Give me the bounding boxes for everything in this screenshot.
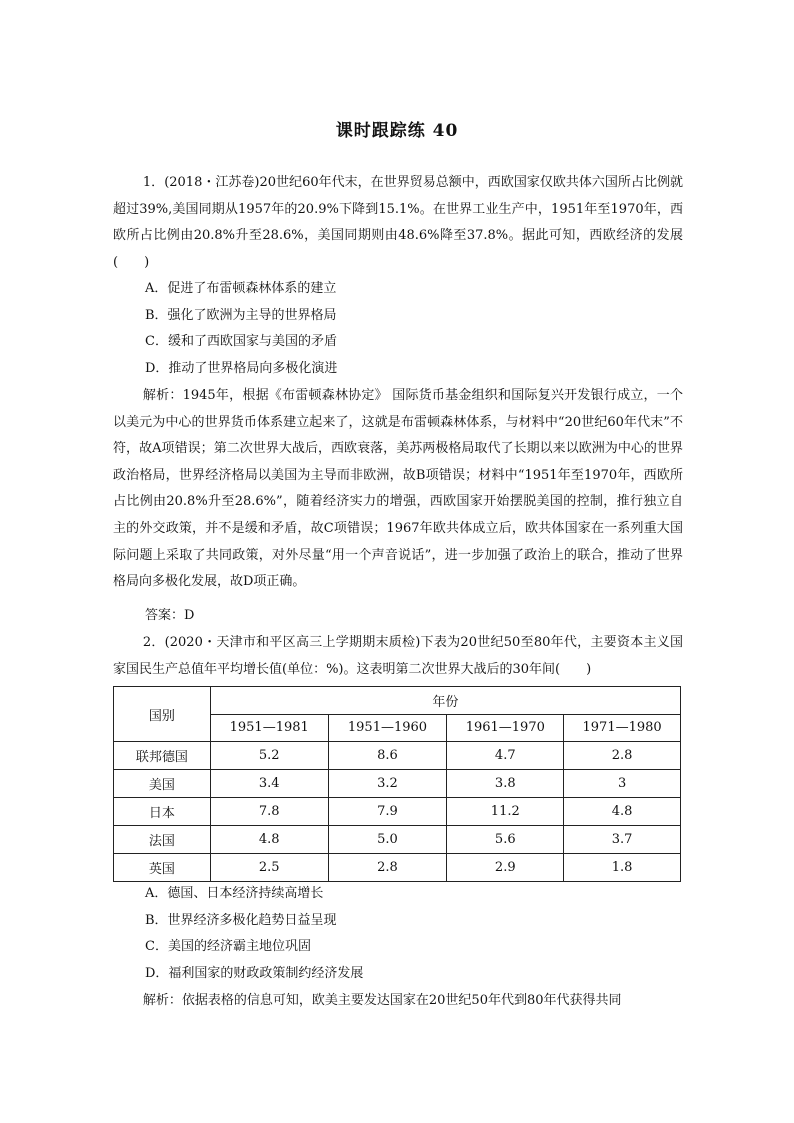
header-period: 1971—1980 — [564, 714, 681, 742]
table-cell: 3.4 — [210, 770, 328, 798]
header-country: 国别 — [114, 687, 211, 742]
table-cell: 4.8 — [564, 798, 681, 826]
table-cell: 7.8 — [210, 798, 328, 826]
table-cell: 2.8 — [564, 742, 681, 770]
q1-analysis: 解析：1945年，根据《布雷顿森林协定》 国际货币基金组织和国际复兴开发银行成立，一个以美元为中心的世界货币体系建立起来了，这就是布雷顿森林体系，与材料中“20世纪60年代末”不符，故A项错误；第二次世界大战后，西欧衰落，美苏两极格局取代了长期以来以欧洲为中心的世界政治格局，世界经济格局以美国为主导而非欧洲，故B项错误；材料中“1951年至1970年，西欧所占比例由20.8%升至28.6%”，随着经济实力的增强，西欧国家开始摆脱美国的控制，推行独立自主的外交政策，并不是缓和矛盾，故C项错误；1967年欧共体成立后，欧共体国家在一系列重大国际问题上采取了共同政策，对外尽量“用一个声音说话”，进一步加强了政治上的联合，推动了世界格局向多极化发展，故D项正确。 — [113, 388, 683, 590]
header-period: 1951—1981 — [210, 714, 328, 742]
table-cell: 3.8 — [447, 770, 564, 798]
table-cell: 3.7 — [564, 826, 681, 854]
table-cell: 4.7 — [447, 742, 564, 770]
table-cell: 3 — [564, 770, 681, 798]
row-country: 英国 — [114, 854, 211, 882]
row-country: 日本 — [114, 798, 211, 826]
q1-option-c: C．缓和了西欧国家与美国的矛盾 — [145, 334, 337, 349]
row-country: 美国 — [114, 770, 211, 798]
q2-stem: 2．(2020・天津市和平区高三上学期期末质检)下表为20世纪50至80年代，主要资本主义国家国民生产总值年平均增长值(单位：%)。这表明第二次世界大战后的30年间( ) — [113, 635, 683, 677]
q1-option-b: B．强化了欧洲为主导的世界格局 — [145, 308, 337, 323]
row-country: 法国 — [114, 826, 211, 854]
q2-option-d: D．福利国家的财政政策制约经济发展 — [145, 966, 364, 981]
q2-option-a: A．德国、日本经济持续高增长 — [145, 886, 324, 901]
table-cell: 5.2 — [210, 742, 328, 770]
q1-answer: 答案：D — [145, 608, 195, 623]
gnp-growth-table — [113, 686, 681, 882]
table-cell: 5.6 — [447, 826, 564, 854]
q1-option-d: D．推动了世界格局向多极化演进 — [145, 361, 338, 376]
table-cell: 1.8 — [564, 854, 681, 882]
table-cell: 2.9 — [447, 854, 564, 882]
q2-option-b: B．世界经济多极化趋势日益呈现 — [145, 913, 337, 928]
table-row — [114, 770, 681, 798]
table-cell: 11.2 — [447, 798, 564, 826]
table-cell: 7.9 — [328, 798, 447, 826]
table-cell: 3.2 — [328, 770, 447, 798]
q1-stem: 1．(2018・江苏卷)20世纪60年代末，在世界贸易总额中，西欧国家仅欧共体六国所占比例就超过39%,美国同期从1957年的20.9%下降到15.1%。在世界工业生产中，1951年至1970年，西欧所占比例由20.8%升至28.6%，美国同期则由48.6%降至37.8%。据此可知，西欧经济的发展( ) — [113, 175, 683, 270]
table-row — [114, 798, 681, 826]
row-country: 联邦德国 — [114, 742, 211, 770]
table-cell: 8.6 — [328, 742, 447, 770]
q2-option-c: C．美国的经济霸主地位巩固 — [145, 939, 311, 954]
table-cell: 2.8 — [328, 854, 447, 882]
table-cell: 5.0 — [328, 826, 447, 854]
table-row — [114, 742, 681, 770]
page-title: 课时跟踪练 40 — [335, 121, 459, 141]
header-year: 年份 — [210, 687, 680, 715]
table-row — [114, 826, 681, 854]
header-period: 1951—1960 — [328, 714, 447, 742]
q1-option-a: A．促进了布雷顿森林体系的建立 — [145, 281, 337, 296]
table-cell: 2.5 — [210, 854, 328, 882]
table-cell: 4.8 — [210, 826, 328, 854]
header-period: 1961—1970 — [447, 714, 564, 742]
table-row — [114, 854, 681, 882]
q2-analysis: 解析：依据表格的信息可知，欧美主要发达国家在20世纪50年代到80年代获得共同 — [142, 993, 622, 1008]
